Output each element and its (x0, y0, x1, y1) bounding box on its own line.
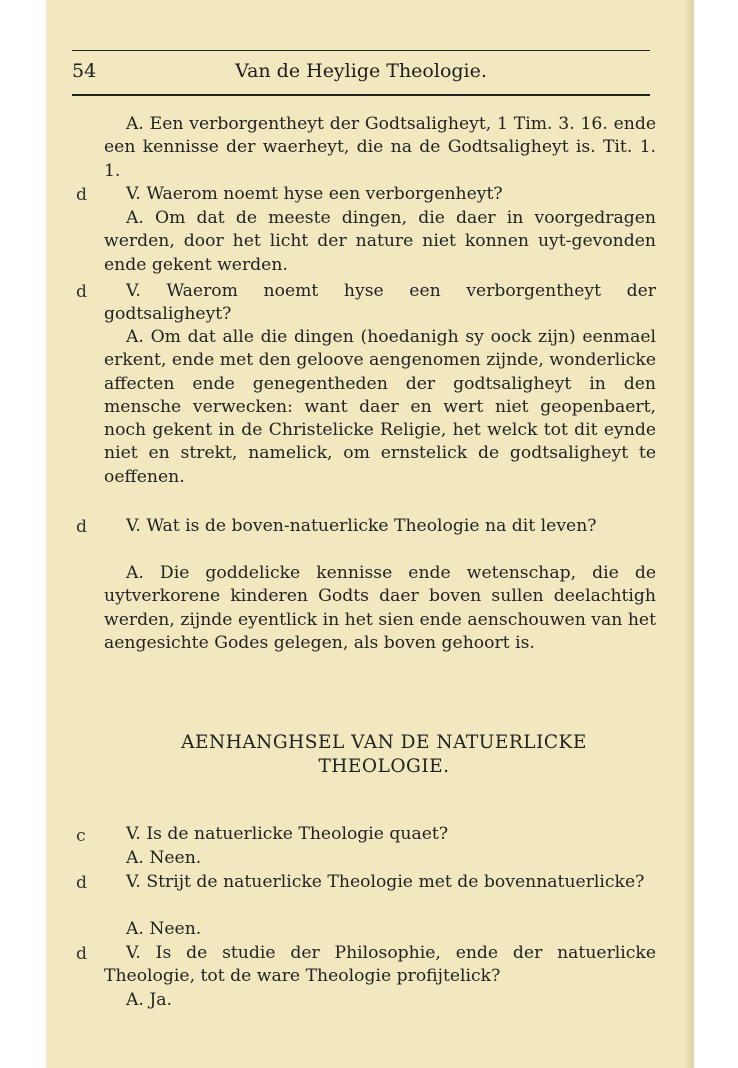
answer-paragraph: A. Ja. (126, 990, 172, 1010)
section-title-line2: THEOLOGIE. (318, 756, 450, 777)
margin-marker: c (76, 826, 86, 846)
question-paragraph: V. Wat is de boven-natuerlicke Theologie na dit leven? (126, 516, 597, 536)
margin-marker: d (76, 517, 88, 537)
answer-paragraph: A. Om dat de meeste dingen, die daer in voorgedragen werden, door het licht der nature niet konnen uyt-gevonden ende gekent werden. (104, 208, 656, 275)
header-rule-bottom (72, 94, 650, 96)
section-title-line1: AENHANGHSEL VAN DE NATUERLICKE (181, 732, 587, 753)
answer-paragraph: A. Die goddelicke kennisse ende wetenschap, die de uytverkorene kinderen Godts daer boven sullen deelachtigh werden, zijnde eyentlick in het sien ende aenschouwen van het aengesichte Godes gelegen, als boven gehoort is. (104, 563, 656, 653)
running-header (72, 60, 650, 86)
answer-paragraph: A. Neen. (126, 919, 202, 939)
answer-paragraph: A. Om dat alle die dingen (hoedanigh sy oock zijn) eenmael erkent, ende met den geloove aengenomen zijnde, wonderlicke affecten ende genegentheden der godtsaligheyt in den mensche verwecken: want daer en wert niet geopenbaert, noch gekent in de Christelicke Religie, het welck tot dit eynde niet en strekt, namelick, om ernstelick de godtsaligheyt te oeffenen. (104, 327, 656, 487)
question-paragraph: V. Is de studie der Philosophie, ende der natuerlicke Theologie, tot de ware Theologie profijtelick? (104, 943, 656, 987)
running-title: Van de Heylige Theologie. (235, 60, 487, 82)
answer-paragraph: A. Een verborgentheyt der Godtsaligheyt, 1 Tim. 3. 16. ende een kennisse der waerheyt, die na de Godtsaligheyt is. Tit. 1. 1. (104, 114, 656, 181)
margin-marker: d (76, 282, 88, 302)
question-paragraph: V. Strijt de natuerlicke Theologie met de bovennatuerlicke? (126, 872, 645, 892)
question-paragraph: V. Waerom noemt hyse een verborgentheyt der godtsaligheyt? (104, 281, 656, 325)
page-number: 54 (72, 60, 97, 82)
margin-marker: d (76, 873, 88, 893)
margin-marker: d (76, 185, 88, 205)
question-paragraph: V. Waerom noemt hyse een verborgenheyt? (126, 184, 503, 204)
question-paragraph: V. Is de natuerlicke Theologie quaet? (126, 824, 449, 844)
page-edge-shadow (684, 0, 694, 1068)
header-rule-top (72, 50, 650, 51)
margin-marker: d (76, 944, 88, 964)
answer-paragraph: A. Neen. (126, 848, 202, 868)
